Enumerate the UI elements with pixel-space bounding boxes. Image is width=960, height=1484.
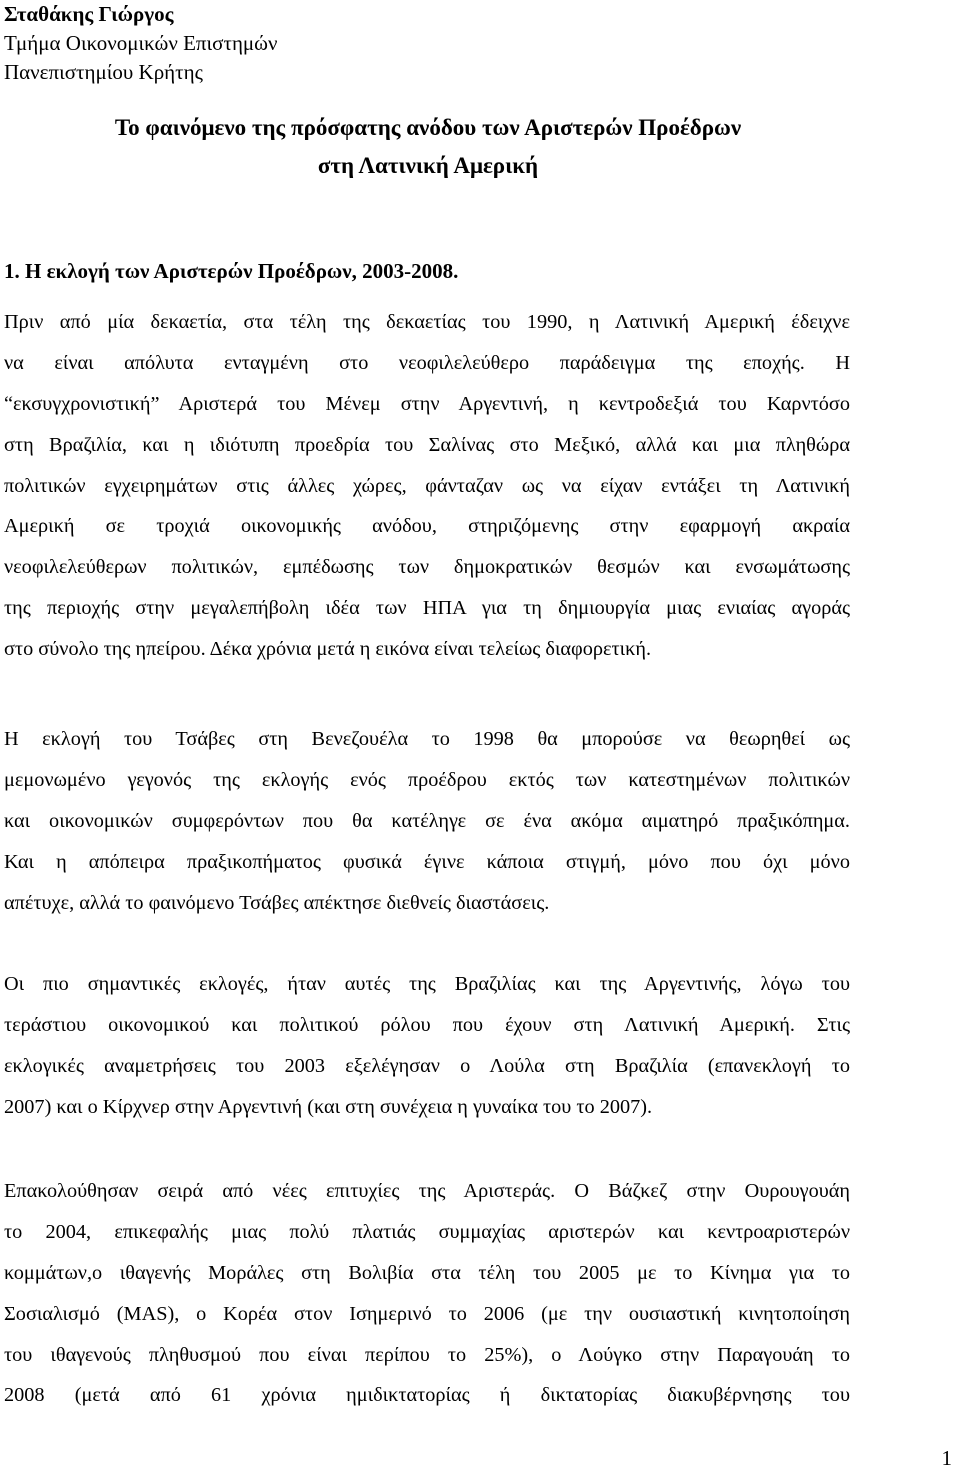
paragraph-line: του ιθαγενούς πληθυσμού που είναι περίπου το 25%), ο Λούγκο στην Παραγουάη το <box>4 1343 850 1366</box>
paragraph-line: Οι πιο σημαντικές εκλογές, ήταν αυτές της Βραζιλίας και της Αργεντινής, λόγω του <box>4 973 850 995</box>
paragraph-3 <box>4 964 850 1128</box>
paragraph-line: μεμονωμένο γεγονός της εκλογής ενός προέδρου εκτός των κατεστημένων πολιτικών <box>4 768 850 791</box>
paragraph-line: εκλογικές αναμετρήσεις του 2003 εξελέγησαν ο Λούλα στη Βραζιλία (επανεκλογή το <box>4 1054 850 1077</box>
paragraph-line: 2007) και ο Κίρχνερ στην Αργεντινή (και στη συνέχεια η γυναίκα του το 2007). <box>4 1095 653 1118</box>
paragraph-line: Αμερική σε τροχιά οικονομικής ανόδου, στηριζόμενης στην εφαρμογή ακραία <box>4 515 850 538</box>
department-name: Τμήμα Οικονομικών Επιστημών <box>4 31 278 55</box>
paragraph-2 <box>4 719 850 923</box>
paragraph-line: και οικονομικών συμφερόντων που θα κατέληγε σε ένα ακόμα αιματηρό πραξικόπημα. <box>4 809 850 832</box>
paragraph-line: στη Βραζιλία, και η ιδιότυπη προεδρία του Σαλίνας στο Μεξικό, αλλά και μια πληθώρα <box>4 433 850 456</box>
paragraph-line: της περιοχής στην μεγαλεπήβολη ιδέα των ΗΠΑ για τη δημιουργία μιας ενιαίας αγοράς <box>4 597 850 620</box>
page-number: 1 <box>941 1446 952 1470</box>
university-name: Πανεπιστημίου Κρήτης <box>4 60 203 84</box>
paragraph-line: Σοσιαλισμό (MAS), ο Κορέα στον Ισημερινό το 2006 (με την ουσιαστική κινητοποίηση <box>4 1302 850 1325</box>
paragraph-line: το 2004, επικεφαλής μιας πολύ πλατιάς συμμαχίας αριστερών και κεντροαριστερών <box>4 1220 850 1243</box>
document-title <box>0 109 856 185</box>
title-line-2: στη Λατινική Αμερική <box>317 153 539 178</box>
paragraph-line: κομμάτων,ο ιθαγενής Μοράλες στη Βολιβία στα τέλη του 2005 με το Κίνημα για το <box>4 1261 850 1284</box>
paragraph-line: στο σύνολο της ηπείρου. Δέκα χρόνια μετά η εικόνα είναι τελείως διαφορετική. <box>4 638 652 661</box>
paragraph-line: Επακολούθησαν σειρά από νέες επιτυχίες της Αριστεράς. Ο Βάζκεζ στην Ουρουγουάη <box>4 1180 850 1202</box>
paragraph-line: πολιτικών εγχειρημάτων στις άλλες χώρες, φάνταζαν ως να είχαν εντάξει τη Λατινική <box>4 474 850 497</box>
author-name: Σταθάκης Γιώργος <box>4 2 174 26</box>
document-header <box>4 0 604 87</box>
paragraph-1 <box>4 302 850 670</box>
paragraph-line: να είναι απόλυτα ενταγμένη στο νεοφιλελεύθερο παράδειγμα της εποχής. Η <box>4 351 850 374</box>
paragraph-line: απέτυχε, αλλά το φαινόμενο Τσάβες απέκτησε διεθνείς διαστάσεις. <box>4 891 550 914</box>
paragraph-line: Και η απόπειρα πραξικοπήματος φυσικά έγινε κάποια στιγμή, μόνο που όχι μόνο <box>4 850 850 873</box>
paragraph-line: τεράστιου οικονομικού και πολιτικού ρόλου που έχουν στη Λατινική Αμερική. Στις <box>4 1013 850 1036</box>
section-heading: 1. Η εκλογή των Αριστερών Προέδρων, 2003-2008. <box>4 259 459 283</box>
paragraph-line: “εκσυγχρονιστική” Αριστερά του Μένεμ στην Αργεντινή, η κεντροδεξιά του Καρντόσο <box>4 392 850 415</box>
paragraph-4 <box>4 1171 850 1416</box>
title-line-1: Το φαινόμενο της πρόσφατης ανόδου των Αριστερών Προέδρων <box>114 115 742 140</box>
paragraph-line: Η εκλογή του Τσάβες στη Βενεζουέλα το 1998 θα μπορούσε να θεωρηθεί ως <box>4 728 850 750</box>
paragraph-line: 2008 (μετά από 61 χρόνια ημιδικτατορίας ή δικτατορίας διακυβέρνησης του <box>4 1384 850 1407</box>
paragraph-line: νεοφιλελεύθερων πολιτικών, εμπέδωσης των δημοκρατικών θεσμών και ενσωμάτωσης <box>4 556 850 579</box>
paragraph-line: Πριν από μία δεκαετία, στα τέλη της δεκαετίας του 1990, η Λατινική Αμερική έδειχνε <box>4 311 850 333</box>
